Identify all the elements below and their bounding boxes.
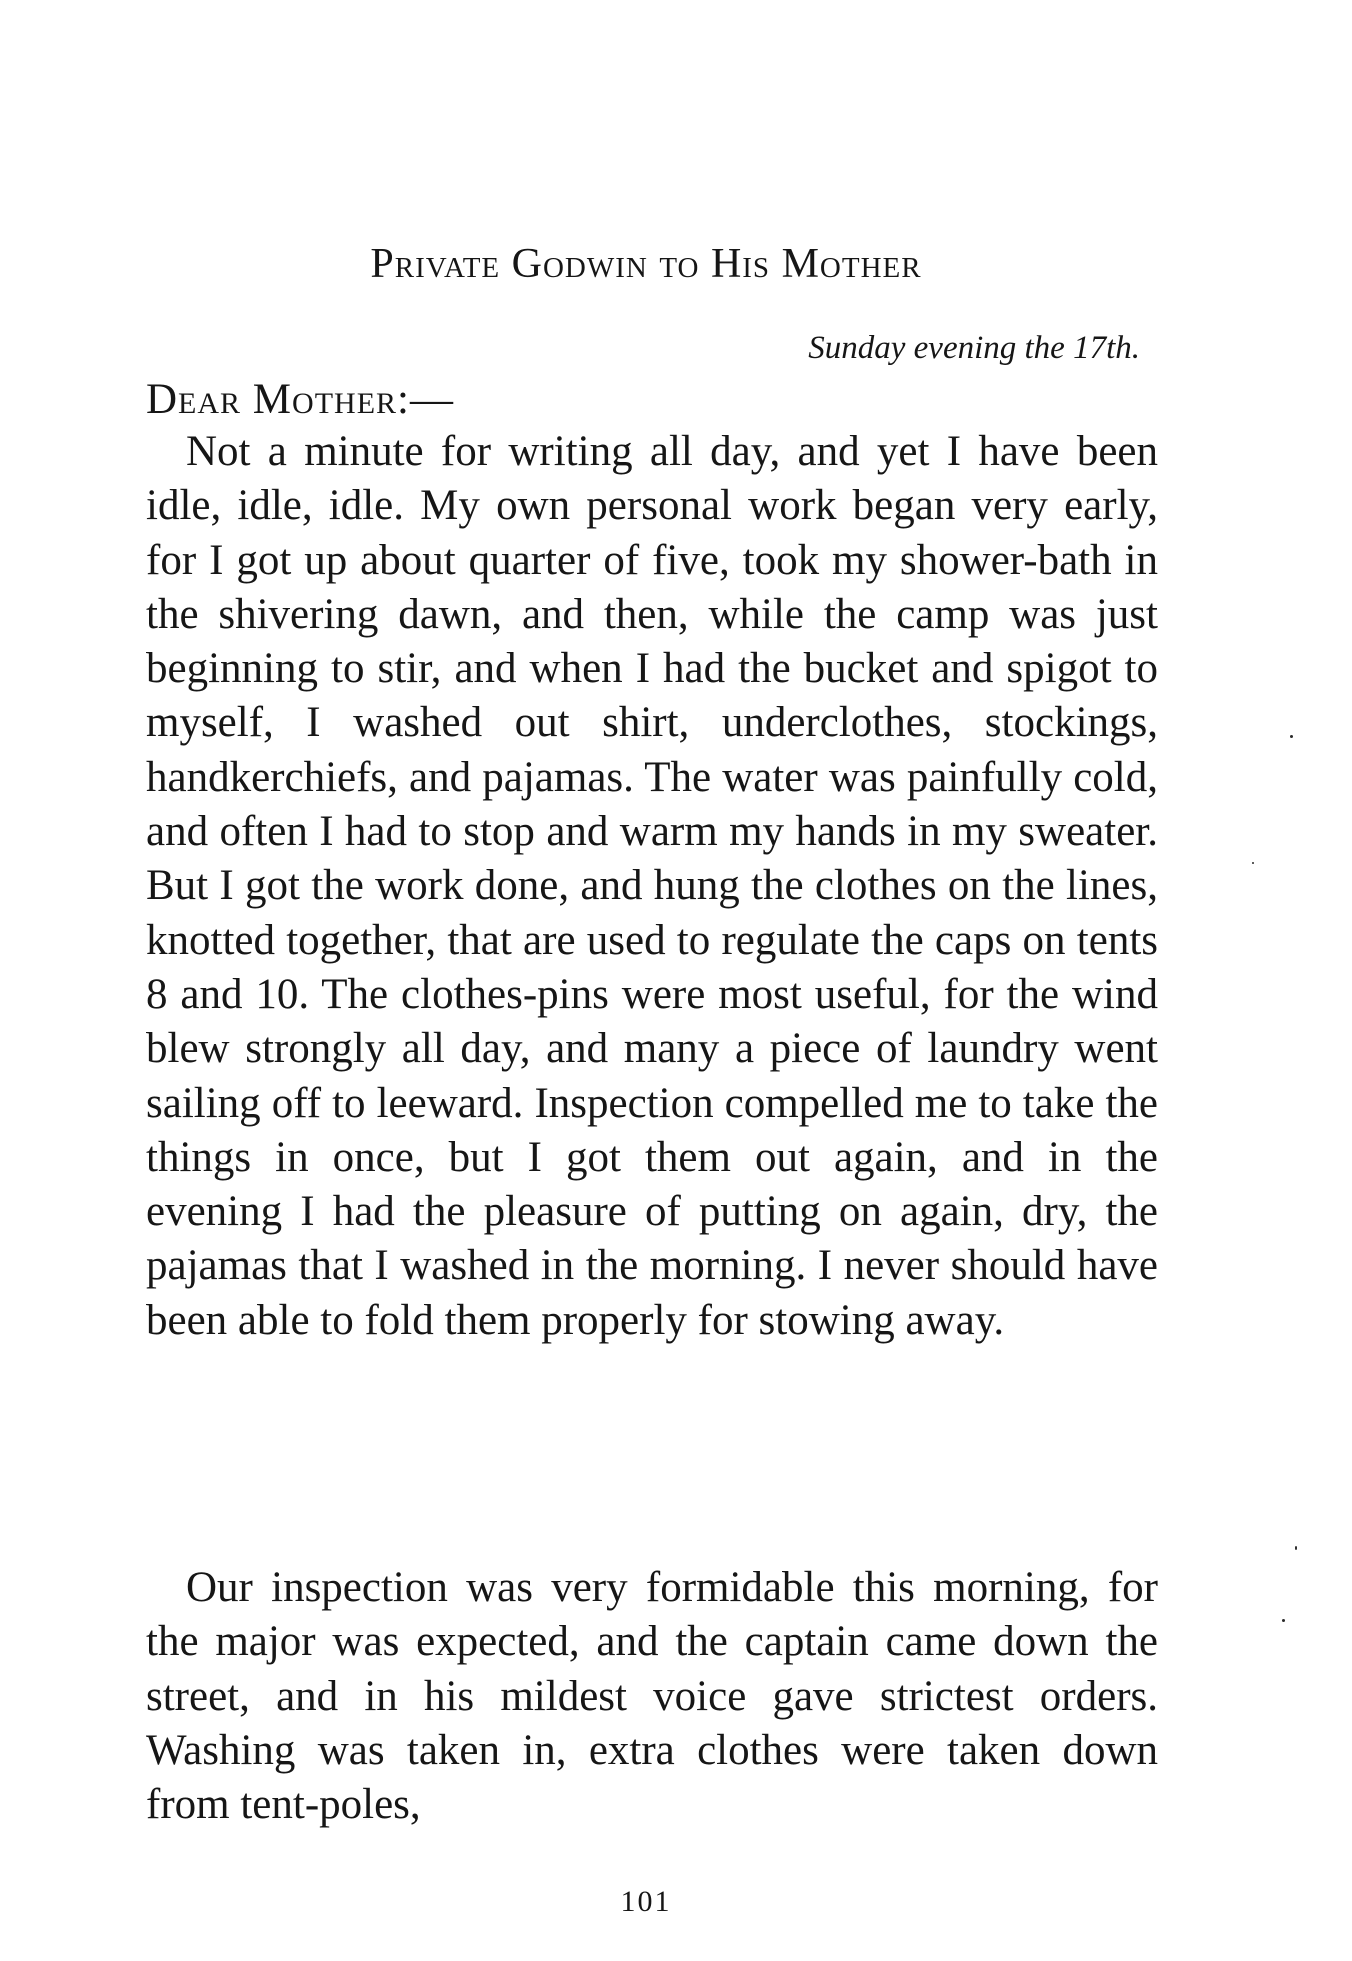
letter-salutation: Dear Mother:— [146, 376, 454, 423]
page-number: 101 [620, 1885, 672, 1918]
letter-dateline: Sunday evening the 17th. [808, 330, 1140, 366]
paragraph-1: Not a minute for writing all day, and yet I have been idle, idle, idle. My own personal work began very early, for I got up about quarter of five, took my shower-bath in the shivering dawn, and then, while the camp was just beginning to stir, and when I had the bucket and spigot to myself, I washed out shirt, underclothes, stockings, handkerchiefs, and pajamas. The water was painfully cold, and often I had to stop and warm my hands in my sweater. But I got the work done, and hung the clothes on the lines, knotted together, that are used to regulate the caps on tents 8 and 10. The clothes-pins were most useful, for the wind blew strongly all day, and many a piece of laundry went sailing off to leeward. Inspection compelled me to take the things in once, but I got them out again, and in the evening I had the pleasure of putting on again, dry, the pajamas that I washed in the morning. I never should have been able to fold them properly for stowing away. [146, 428, 1158, 1344]
scan-speck [1290, 735, 1293, 738]
paragraph-2: Our inspection was very formidable this morning, for the major was expected, and the captain came down the street, and in his mildest voice gave strictest orders. Washing was taken in, extra clothes were taken down from tent-poles, [146, 1564, 1158, 1829]
scan-speck [1282, 1619, 1285, 1622]
scan-speck [1295, 1546, 1297, 1550]
scan-speck [1252, 862, 1254, 864]
chapter-heading: Private Godwin to His Mother [370, 241, 922, 287]
